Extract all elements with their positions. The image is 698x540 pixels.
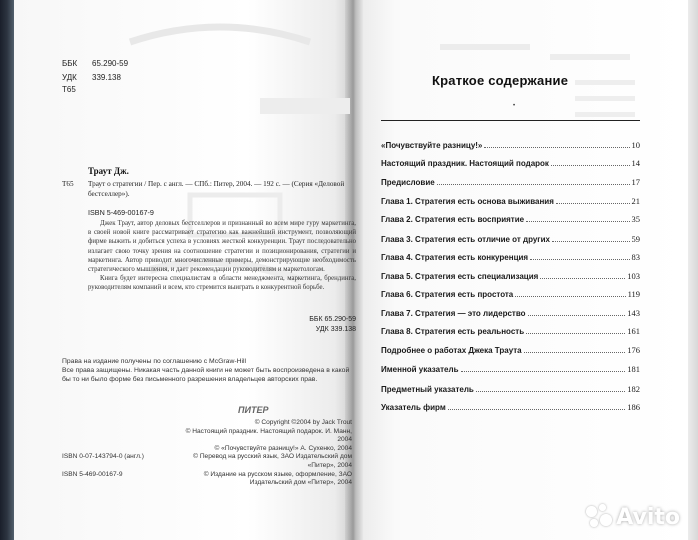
dot-leader [461,365,626,372]
bbk-value: 65.290-59 [92,59,129,68]
avito-watermark [586,504,680,530]
toc-entry-label: Подробнее о работах Джека Траута [381,346,522,355]
toc-entry-page: 59 [631,234,640,244]
toc-entry-label: Глава 4. Стратегия есть конкуренция [381,253,529,262]
toc-entry-page: 161 [627,326,640,336]
copyright-isbn [62,445,172,454]
biblio-text: Траут о стратегии / Пер. с англ. — СПб.: Питер, 2004. — 192 с. — (Серия «Деловой бестселлер»). [88,180,345,198]
toc-entry[interactable] [381,308,640,320]
page-stack-edge [688,0,698,540]
author-code: Т65 [62,85,76,94]
copyright-text: © Издание на русском языке, оформление, ЗАО Издательский дом «Питер», 2004 [203,470,352,487]
toc-entry[interactable] [381,252,640,264]
dot-leader [524,346,626,353]
copyright-row [62,471,352,488]
toc-entry-page: 119 [627,289,640,299]
toc-entry-page: 103 [627,271,640,281]
toc-entry[interactable] [381,234,640,246]
toc-entry-page: 10 [631,140,640,150]
toc-entry[interactable] [381,214,640,226]
copyright-row [62,453,352,470]
toc-entry-page: 176 [627,345,640,355]
copyright-text: © Copyright ©2004 by Jack Trout [254,419,352,426]
dot-leader [530,253,629,260]
watermark-text: Avito [616,504,680,530]
toc-entry-label: Глава 8. Стратегия есть реальность [381,327,525,336]
toc-entry-page: 21 [631,196,640,206]
copyright-row [62,428,352,445]
book-cover-edge [0,0,14,540]
toc-entry[interactable] [381,140,640,152]
toc-entry-page: 83 [631,252,640,262]
copyright-isbn: ISBN 5-469-00167-9 [62,470,123,478]
toc-entry-label: Глава 7. Стратегия — это лидерство [381,309,526,318]
dot-leader [437,178,630,185]
toc-entry[interactable] [381,384,640,396]
udk-row [62,71,128,85]
toc-entry-page: 143 [627,308,640,318]
toc-entry-label: Именной указатель [381,365,459,374]
toc-entry-page: 186 [627,402,640,412]
dot-leader [515,290,625,297]
toc-title: Краткое содержание [432,73,569,88]
dot-leader [540,272,625,279]
toc-entry[interactable] [381,345,640,357]
toc-entry[interactable] [381,326,640,338]
dot-leader [448,403,626,410]
toc-entry-label: Предисловие [381,178,435,187]
dot-leader [484,141,629,148]
dot-leader [556,197,630,204]
toc-entry-page: 181 [627,364,640,374]
dot-leader [528,309,626,316]
toc-entry[interactable] [381,196,640,208]
avito-logo-icon [586,504,612,530]
toc-entry[interactable] [381,289,640,301]
dot-leader [551,159,630,166]
udk-key: УДК [62,73,77,82]
publisher-logo [238,405,268,415]
copyright-text: © Настоящий праздник. Настоящий подарок. И. Манн, 2004 [185,427,352,444]
copyright-isbn [62,419,172,428]
dot-leader [552,235,629,242]
author-heading: Траут Дж. [88,166,129,176]
copyright-row [62,419,352,428]
copyright-isbn [62,428,172,445]
toc-entry-label: «Почувствуйте разницу!» [381,141,483,150]
bbk-bottom [296,315,356,335]
toc-entry-page: 14 [631,158,640,168]
dot-leader [526,215,629,222]
annotation [88,219,356,293]
toc-entry-label: Указатель фирм [381,403,446,412]
toc-entry-page: 35 [631,214,640,224]
rights-notice: Права на издание получены по соглашению с McGraw-Hill Все права защищены. Никакая часть данной книги не может быть воспроизведена в какой бы то ни было форме без письменного разрешения владельцев авторских прав. [62,358,350,383]
udk-bottom-line: УДК 339.138 [315,326,356,333]
isbn-line: ISBN 5-469-00167-9 [88,208,154,217]
biblio-code: Т65 [62,180,74,188]
toc-entry-label: Глава 2. Стратегия есть восприятие [381,215,525,224]
udk-value: 339.138 [92,73,121,82]
toc-entry-label: Предметный указатель [381,385,474,394]
toc-entry[interactable] [381,158,640,170]
toc-entry-page: 182 [627,384,640,394]
toc-divider [381,120,640,121]
toc-entry[interactable] [381,177,640,189]
toc-entry[interactable] [381,402,640,414]
copyright-isbn: ISBN 0-07-143794-0 (англ.) [62,453,144,461]
copyright-block [62,419,352,488]
toc-entry-label: Глава 6. Стратегия есть простота [381,290,514,299]
annotation-paragraph: Книга будет интересна специалистам в области менеджмента, маркетинга, брендинга, руководителям компаний и всем, кто стремится выиграть в конкурентной борьбе. [88,275,356,292]
dot-leader [526,327,625,334]
dot-leader [476,385,625,392]
publisher-logo-mark: ПИТЕР [238,405,269,415]
copyright-text: © Перевод на русский язык, ЗАО Издательский дом «Питер», 2004 [193,453,352,469]
toc-entry-label: Настоящий праздник. Настоящий подарок [381,159,549,168]
toc-entry[interactable] [381,364,640,376]
toc-entry-page: 17 [631,177,640,187]
bbk-row [62,57,128,71]
bbk-header [62,57,128,85]
bbk-key: ББК [62,59,78,68]
toc-entry-label: Глава 3. Стратегия есть отличие от других [381,235,551,244]
copyright-text: © «Почувствуйте разницу!» А. Сухенко, 2004 [214,444,352,452]
toc-entry-label: Глава 5. Стратегия есть специализация [381,272,539,281]
bullet-icon: • [513,103,516,109]
toc-entry-label: Глава 1. Стратегия есть основа выживания [381,197,554,206]
annotation-paragraph: Джек Траут, автор деловых бестселлеров и признанный во всем мире гуру маркетинга, в своей новой книге рассматривает стратегию как важнейший инструмент, позволяющий фирме выжить и добиться успеха в условиях жесткой конкуренции. Траут последовательно излагает свою точку зрения на соотношение стратегии и позиционирования, стратегии и маркетинга. Автор приводит многочисленные примеры, демонстрирующие необходимость стратегического мышления, и дает рекомендации руководителям и маркетологам. [88,220,356,274]
bibliographic-record [62,179,354,199]
toc-entry[interactable] [381,271,640,283]
bbk-bottom-line: ББК 65.290-59 [309,316,356,323]
